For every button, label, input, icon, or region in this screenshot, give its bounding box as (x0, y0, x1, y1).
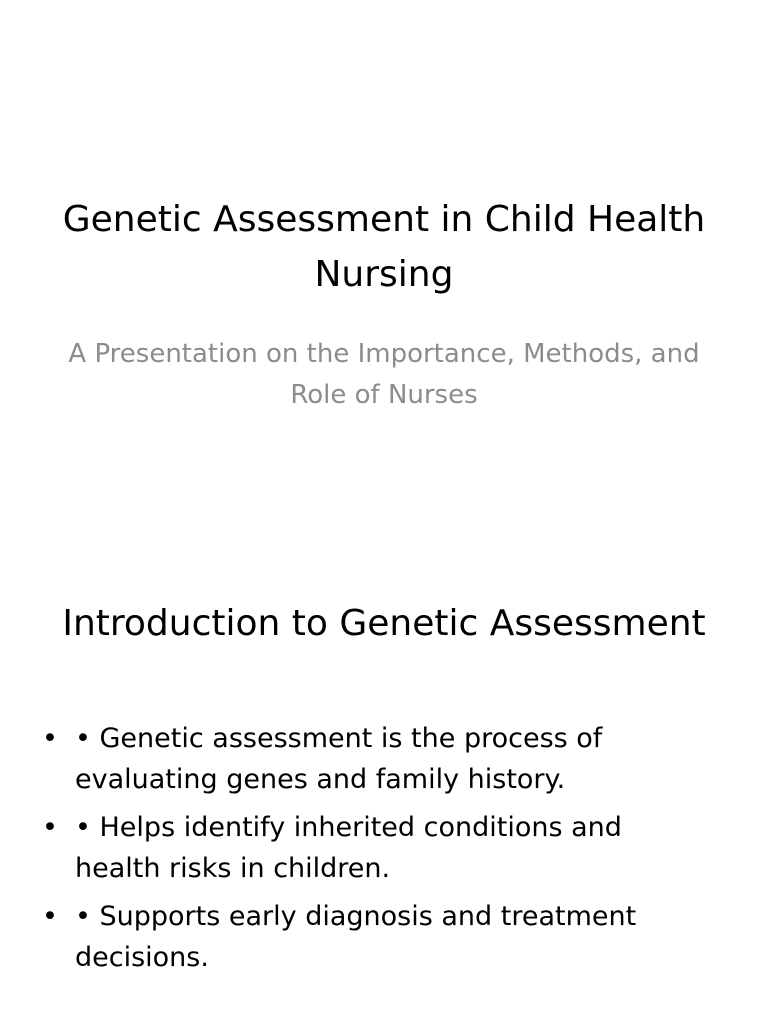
slide-title: Introduction to Genetic Assessment (62, 603, 706, 644)
content-slide (0, 512, 768, 1024)
bullet-list (40, 718, 680, 985)
bullet-text: • Supports early diagnosis and treatment decisions. (75, 901, 637, 973)
bullet-text: • Helps identify inherited conditions and health risks in children. (75, 812, 622, 884)
list-item (40, 718, 680, 800)
bullet-marker: • (42, 812, 58, 843)
list-item (40, 807, 680, 889)
list-item (40, 896, 680, 978)
bullet-marker: • (42, 723, 58, 754)
bullet-marker: • (42, 901, 58, 932)
bullet-text: • Genetic assessment is the process of evaluating genes and family history. (75, 723, 603, 795)
slide-title: Genetic Assessment in Child Health Nursing (62, 199, 706, 295)
slide-subtitle: A Presentation on the Importance, Methods, and Role of Nurses (68, 339, 700, 410)
